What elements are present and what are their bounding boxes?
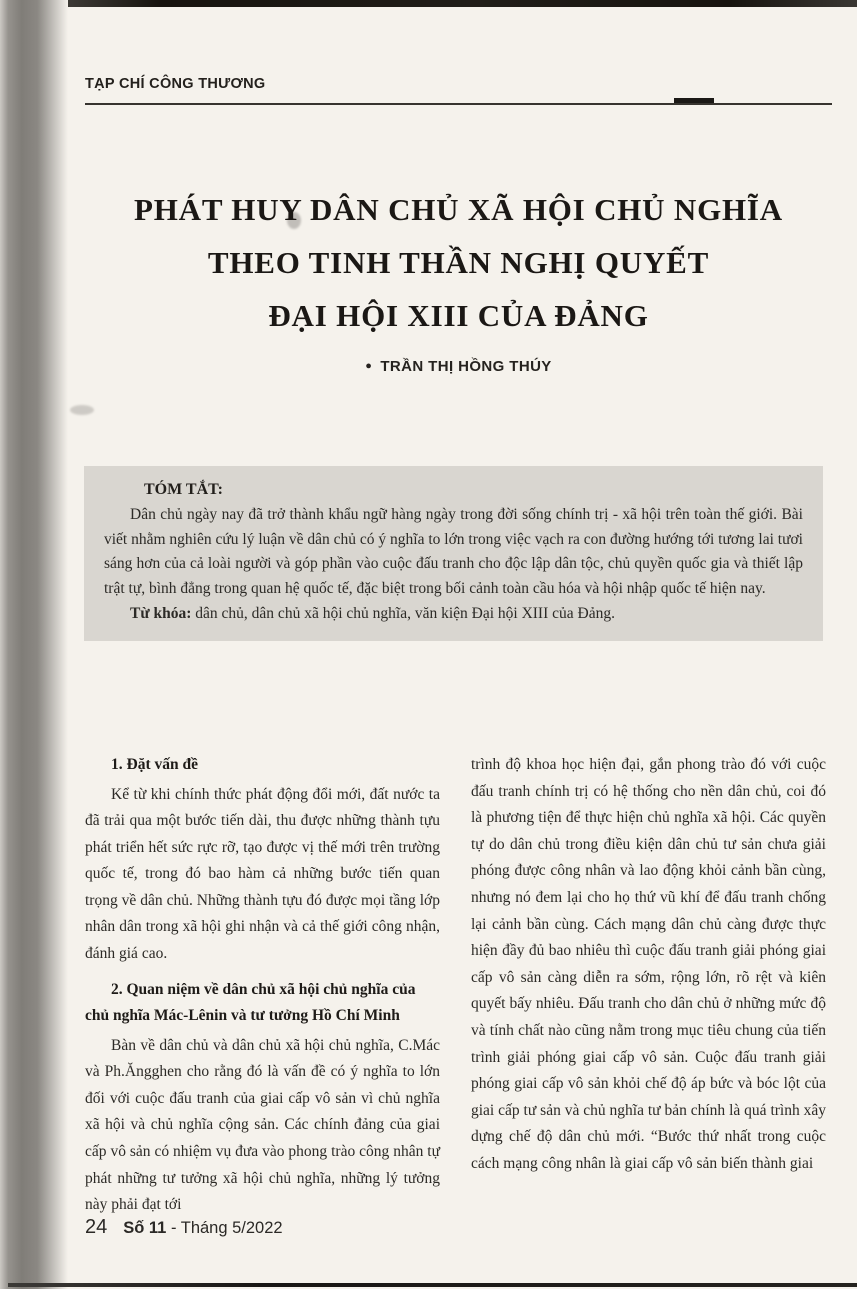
right-column xyxy=(471,752,826,1219)
issue-date: - Tháng 5/2022 xyxy=(166,1219,283,1237)
abstract-text: Dân chủ ngày nay đã trở thành khẩu ngữ hàng ngày trong đời sống chính trị - xã hội trên toàn thế giới. Bài viết nhằm nghiên cứu lý luận về dân chủ có ý nghĩa to lớn trong việc vạch ra con đường hướng tới tương lai tươi sáng hơn của cả loài người và góp phần vào cuộc đấu tranh cho độc lập dân tộc, chủ quyền quốc gia và thiết lập trật tự, bình đẳng trong quan hệ quốc tế, đặc biệt trong bối cảnh toàn cầu hóa và hội nhập quốc tế hiện nay. xyxy=(104,506,803,597)
keywords-line xyxy=(104,602,803,627)
left-column xyxy=(85,752,440,1219)
scan-edge-bottom xyxy=(8,1283,857,1287)
article-body xyxy=(85,752,826,1219)
title-line-2: THEO TINH THẦN NGHỊ QUYẾT xyxy=(207,244,710,280)
paragraph-left-1: Kể từ khi chính thức phát động đổi mới, đất nước ta đã trải qua một bước tiến dài, thu được những thành tựu phát triển hết sức rực rỡ, tạo được vị thế mới trên trường quốc tế, trong đó bao hàm cả những bước tiến quan trọng về dân chủ. Những thành tựu đó được mọi tầng lớp nhân dân trong xã hội ghi nhận và cả thế giới công nhận, đánh giá cao. xyxy=(85,785,440,963)
title-line-3: ĐẠI HỘI XIII CỦA ĐẢNG xyxy=(268,297,649,333)
abstract-heading: TÓM TẮT: xyxy=(144,481,223,498)
paragraph-right-1: trình độ khoa học hiện đại, gắn phong trào đó với cuộc đấu tranh chính trị có hệ thống cho nền dân chủ, coi đó là phương tiện để thực hiện chủ nghĩa xã hội. Các quyền tự do dân chủ trong điều kiện dân chủ tư sản chưa giải phóng được công nhân và lao động khỏi cảnh bần cùng, nhưng nó đem lại cho họ thứ vũ khí để đấu tranh chống lại cảnh bần cùng. Cách mạng dân chủ càng được thực hiện đầy đủ bao nhiêu thì cuộc đấu tranh giải phóng giai cấp vô sản càng diễn ra sớm, rộng lớn, rõ rệt và kiên quyết bấy nhiêu. Đấu tranh cho dân chủ ở những mức độ và tính chất nào cũng nằm trong mục tiêu chung của tiến trình giải phóng giai cấp vô sản. Cuộc đấu tranh giải phóng giai cấp vô sản khỏi chế độ áp bức và bóc lột của giai cấp tư sản và chủ nghĩa tư bản chính là quá trình xây dựng chế độ dân chủ mới. “Bước thứ nhất trong cuộc cách mạng công nhân là giai cấp vô sản biến thành giai xyxy=(471,756,826,1172)
scan-edge-left xyxy=(0,0,68,1289)
masthead-rule xyxy=(85,103,832,105)
article-title xyxy=(85,183,832,342)
title-line-1: PHÁT HUY DÂN CHỦ XÃ HỘI CHỦ NGHĨA xyxy=(133,191,783,227)
abstract-box xyxy=(84,466,823,641)
scan-edge-top xyxy=(8,0,857,7)
issue-label xyxy=(123,1219,282,1238)
author-byline xyxy=(85,358,832,375)
keywords-label: Từ khóa: xyxy=(130,605,192,622)
author-name: TRẦN THỊ HỒNG THÚY xyxy=(380,358,552,375)
page-footer xyxy=(85,1216,826,1239)
journal-masthead: TẠP CHÍ CÔNG THƯƠNG xyxy=(85,76,266,92)
issue-number: Số 11 xyxy=(123,1219,167,1237)
page-number: 24 xyxy=(85,1216,108,1238)
rule-notch xyxy=(674,98,714,103)
section-heading-1: 1. Đặt vấn đề xyxy=(111,756,198,773)
section-heading-2: 2. Quan niệm về dân chủ xã hội chủ nghĩa của chủ nghĩa Mác-Lênin và tư tưởng Hồ Chí Minh xyxy=(85,980,416,1025)
scan-smudge xyxy=(70,405,94,415)
paragraph-left-2: Bàn về dân chủ và dân chủ xã hội chủ nghĩa, C.Mác và Ph.Ăngghen cho rằng đó là vấn đề có ý nghĩa to lớn đối với cuộc đấu tranh của giai cấp vô sản vì chủ nghĩa xã hội và chủ nghĩa cộng sản. Các chính đảng của giai cấp vô sản có nhiệm vụ đưa vào phong trào công nhân tự phát những tư tưởng xã hội chủ nghĩa, những lý tưởng này phải đạt tới xyxy=(85,1036,440,1214)
author-bullet-icon: ● xyxy=(365,360,373,372)
keywords-text: dân chủ, dân chủ xã hội chủ nghĩa, văn kiện Đại hội XIII của Đảng. xyxy=(191,605,615,622)
